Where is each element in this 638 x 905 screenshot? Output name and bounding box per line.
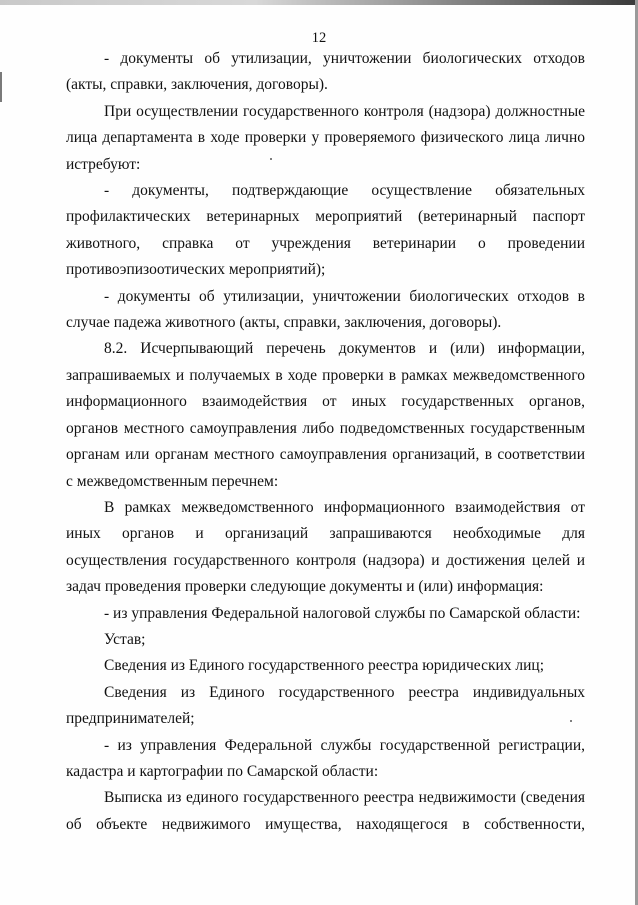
list-item-egrn-extract: Выписка из единого государственного реестра недвижимости (сведения об объекте недвижимого имущества, находящегося в собственности, <box>66 789 585 833</box>
list-item-egrip: Сведения из Единого государственного реестра индивидуальных предпринимателей; <box>66 683 585 728</box>
scan-edge-left-mark <box>0 72 2 102</box>
paragraph-physical-person-check: При осуществлении государственного контроля (надзора) должностные лица департамента в ходе проверки у проверяемого физического лица лично истребуют: <box>66 102 585 173</box>
paragraph-disposal-docs-1: - документы об утилизации, уничтожении биологических отходов (акты, справки, заключения, договоры). <box>66 50 585 94</box>
page-number: 12 <box>311 30 327 46</box>
document-body <box>66 46 585 838</box>
scan-speck <box>270 158 272 160</box>
paragraph-section-8-2: 8.2. Исчерпывающий перечень документов и (или) информации, запрашиваемых и получаемых в ходе проверки в рамках межведомственного информационного взаимодействия от иных государственных органов, органов местного самоуправления либо подведомственных государственным органам или органам местного самоуправления организаций, в соответствии с межведомственным перечнем: <box>66 340 585 490</box>
list-item-rosreestr: - из управления Федеральной службы государственной регистрации, кадастра и картографии по Самарской области: <box>66 736 585 780</box>
scan-edge-top <box>0 0 638 5</box>
list-item-tax-service: - из управления Федеральной налоговой службы по Самарской области: <box>104 604 581 622</box>
paragraph-disposal-docs-2: - документы об утилизации, уничтожении биологических отходов в случае падежа животного (акты, справки, заключения, договоры). <box>66 287 585 332</box>
list-item-charter: Устав; <box>104 630 146 648</box>
paragraph-vet-docs: - документы, подтверждающие осуществление обязательных профилактических ветеринарных мероприятий (ветеринарный паспорт животного, справка от учреждения ветеринарии о проведении противоэпизоотических мероприятий); <box>66 182 585 279</box>
paragraph-interagency-request: В рамках межведомственного информационного взаимодействия от иных органов и организаций запрашиваются необходимые для осуществления государственного контроля (надзора) и достижения целей и задач проведения проверки следующие документы и (или) информация: <box>66 498 585 596</box>
list-item-egrul: Сведения из Единого государственного реестра юридических лиц; <box>104 657 545 675</box>
scan-speck <box>570 720 572 722</box>
